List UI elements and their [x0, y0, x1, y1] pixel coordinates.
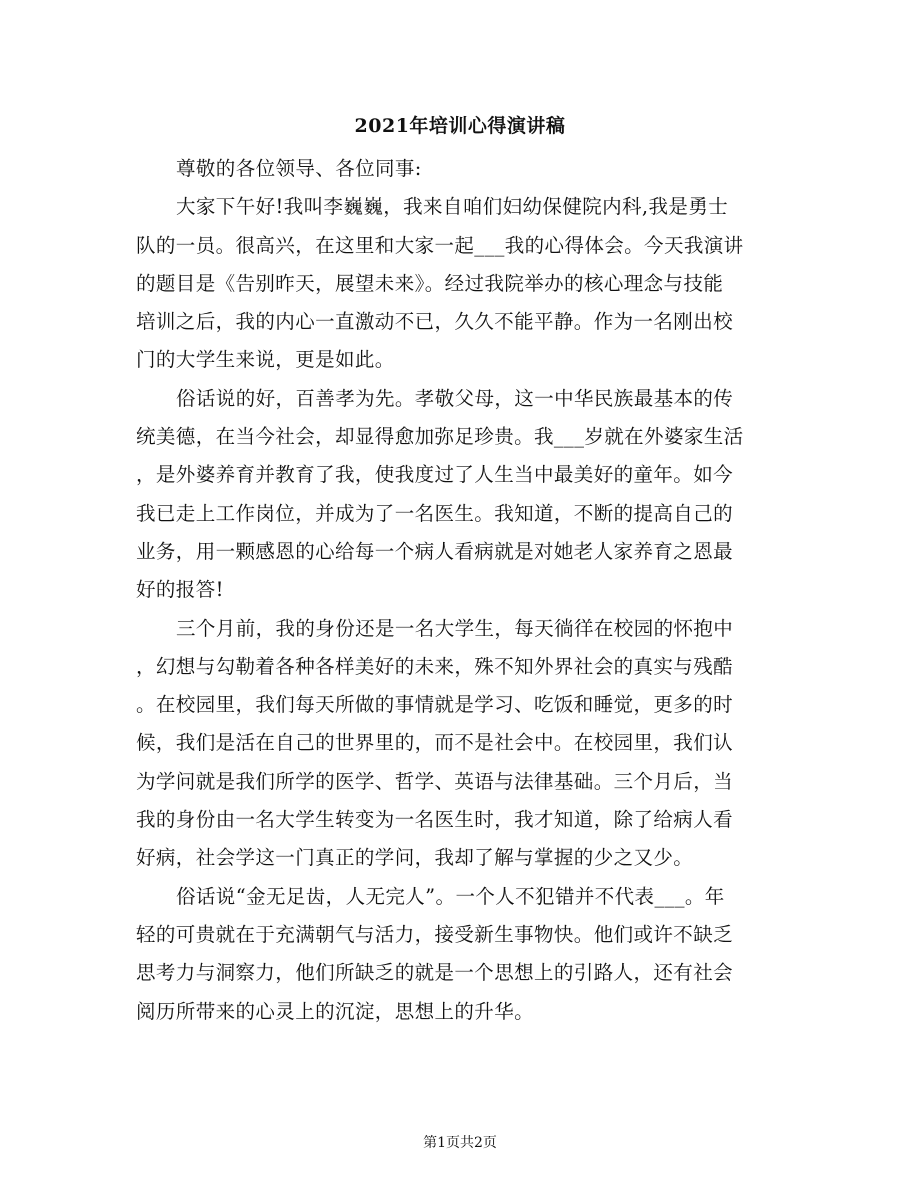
- paragraph-4-line: 阅历所带来的心灵上的沉淀，思想上的升华。: [136, 999, 535, 1023]
- paragraph-3-line: 我的身份由一名大学生转变为一名医生时，我才知道，除了给病人看: [136, 808, 734, 832]
- paragraph-1-line: 培训之后，我的内心一直激动不已，久久不能平静。作为一名刚出校: [136, 310, 734, 334]
- paragraph-3-line: ，幻想与勾勒着各种各样美好的未来，殊不知外界社会的真实与残酷: [136, 654, 734, 678]
- paragraph-2-line: 业务，用一颗感恩的心给每一个病人看病就是对她老人家养育之恩最: [136, 539, 734, 563]
- paragraph-4-line: 轻的可贵就在于充满朝气与活力，接受新生事物快。他们或许不缺乏: [136, 922, 734, 946]
- paragraph-3-line: 三个月前，我的身份还是一名大学生，每天徜徉在校园的怀抱中: [176, 616, 734, 640]
- paragraph-4-line: 俗话说“金无足齿，人无完人”。一个人不犯错并不代表___。年: [176, 884, 725, 908]
- paragraph-1-line: 大家下午好!我叫李巍巍，我来自咱们妇幼保健院内科,我是勇士: [176, 195, 729, 219]
- paragraph-2-line: ，是外婆养育并教育了我，使我度过了人生当中最美好的童年。如今: [136, 463, 734, 487]
- salutation-line: 尊敬的各位领导、各位同事:: [176, 157, 422, 180]
- paragraph-3-line: 。在校园里，我们每天所做的事情就是学习、吃饭和睡觉，更多的时: [136, 693, 734, 717]
- paragraph-1-line: 门的大学生来说，更是如此。: [136, 348, 395, 372]
- document-body: [136, 150, 776, 1031]
- paragraph-3-line: 为学问就是我们所学的医学、哲学、英语与法律基础。三个月后，当: [136, 769, 734, 793]
- paragraph-1-line: 队的一员。很高兴，在这里和大家一起___我的心得体会。今天我演讲: [136, 233, 744, 257]
- paragraph-4-line: 思考力与洞察力，他们所缺乏的就是一个思想上的引路人，还有社会: [136, 961, 734, 985]
- document-title: 2021年培训心得演讲稿: [354, 115, 566, 137]
- paragraph-2-line: 好的报答!: [136, 578, 224, 602]
- paragraph-2-line: 俗话说的好，百善孝为先。孝敬父母，这一中华民族最基本的传: [176, 386, 734, 410]
- paragraph-3-line: 候，我们是活在自己的世界里的，而不是社会中。在校园里，我们认: [136, 731, 734, 755]
- paragraph-3-line: 好病，社会学这一门真正的学问，我却了解与掌握的少之又少。: [136, 846, 694, 870]
- paragraph-1-line: 的题目是《告别昨天，展望未来》。经过我院举办的核心理念与技能: [136, 271, 724, 295]
- paragraph-2-line: 我已走上工作岗位，并成为了一名医生。我知道，不断的提高自己的: [136, 501, 734, 525]
- page-number-footer: 第1页共2页: [423, 1135, 497, 1151]
- paragraph-2-line: 统美德，在当今社会，却显得愈加弥足珍贵。我___岁就在外婆家生活: [136, 425, 744, 449]
